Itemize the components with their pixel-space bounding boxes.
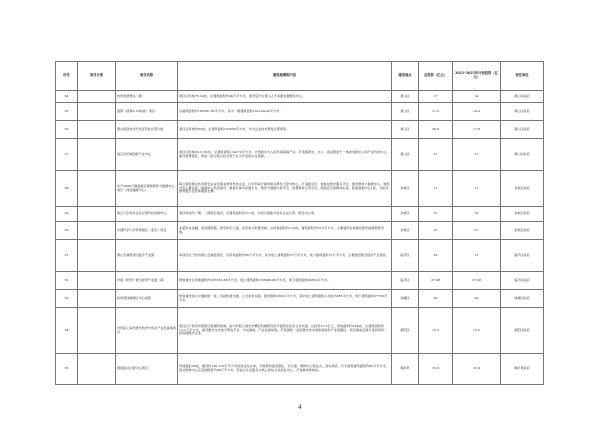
row-total-investment: 11.2 [419,103,453,121]
row-planned-investment: 13.5 [453,308,501,354]
row-total-investment: 27.98 [419,272,453,290]
row-category [78,240,116,272]
row-planned-investment: 16.9 [453,354,501,385]
header-no: 序号 [56,62,78,91]
row-project-name: 华产2000万基础数字智联教育大数据中心项目（西溪旅游中心） [116,171,178,207]
row-number: 31 [56,240,78,272]
row-planned-investment: 21 [453,139,501,171]
row-category [78,121,116,139]
row-location: 桐庐县 [392,354,419,385]
row-project-name: 中科院上海光机所杭州分所及产业化基地项目 [116,308,178,354]
row-total-investment: 20 [419,290,453,308]
row-location: 萧山区 [392,103,419,121]
row-number: 27 [56,139,78,171]
row-unit: 桐庐县政府 [501,354,544,385]
row-unit: 萧山区政府 [501,121,544,139]
row-location: 余杭区 [392,171,419,207]
header-category: 项目分类 [78,62,116,91]
row-unit: 萧山区政府 [501,91,544,103]
row-project-name: 萧山经济技术开发区科技总部大楼 [116,121,178,139]
table-row [56,121,544,139]
row-project-name: 浙江大学校友企业总部科技创新中心 [116,207,178,222]
row-category [78,91,116,103]
row-unit: 萧山区政府 [501,103,544,121]
row-category [78,308,116,354]
row-planned-investment: 14.2 [453,103,501,121]
row-total-investment: 11 [419,171,453,207]
project-table [55,61,544,385]
row-unit: 临平区政府 [501,272,544,290]
row-planned-investment: 13 [453,240,501,272]
row-total-investment: 23 [419,240,453,272]
row-scale: 规划建设综合交通枢纽一座，包括轨道交通、公交首末站等，建设面积93621平方米，其中地上建筑面积1-3层25885平方米，地下建筑面积67736平方米。 [178,290,392,308]
row-number: 25 [56,103,78,121]
row-number: 35 [56,354,78,385]
row-scale: 总建筑面积约186381.65平方米，其中一期建筑面积102144.92平方米。 [178,103,392,121]
row-location: 钱塘区 [392,290,419,308]
row-scale: 本项目位于杭州萧山空港经济区，总用地面积约45万平方米，其中地上建筑面积37万平方米，地下建筑面积13万平方米，主要建设数字经济产业园区。 [178,240,392,272]
row-unit: 余杭区政府 [501,222,544,240]
header-planned-investment: 2021-2025年计划投资（亿元） [453,62,501,91]
row-category [78,171,116,207]
row-location: 余杭区 [392,222,419,240]
row-project-name: 钱江世纪城创新产业中心 [116,139,178,171]
row-number: 24 [56,91,78,103]
row-scale: 项目总用地76.19亩，总建筑面积约46万平方米，建设后作为萧山人才家园发展孵化中心。 [178,91,392,103]
row-number: 30 [56,222,78,240]
table-row [56,207,544,222]
row-unit: 富阳区政府 [501,308,544,354]
table-row [56,308,544,354]
row-project-name: 杭州湾钱塘新区中心枢纽 [116,290,178,308]
table-header-row [56,62,544,91]
row-number: 26 [56,121,78,139]
table-row [56,91,544,103]
row-planned-investment: 27 [453,222,501,240]
table-row [56,222,544,240]
row-scale: 项目总用地23.1165亩，总建筑面积134176平方米，计划新华为入驻环保高端产业。打造集研发、办公、商业配套于一体的创新中心和产业科技中心，建设智慧园区，形成一批以新兴技术型产业为代表的企业集群。 [178,139,392,171]
row-unit: 萧山区政府 [501,139,544,171]
table-row [56,240,544,272]
row-planned-investment: 27.98 [453,272,501,290]
row-scale: 项目用地约一期，二期项目建设，总建筑面积约311亩，计划引进浙大校友企业总部、研发中心等。 [178,207,392,222]
header-total-investment: 总投资（亿元） [419,62,453,91]
row-number: 33 [56,290,78,308]
row-unit: 临平区政府 [501,240,544,272]
row-number: 32 [56,272,78,290]
row-location: 萧山区 [392,139,419,171]
header-location: 建设地点 [392,62,419,91]
row-number: 29 [56,207,78,222]
row-project-name: 杭州湾智慧谷二期 [116,91,178,103]
row-total-investment: 26.8 [419,121,453,139]
row-total-investment: 16.9 [419,354,453,385]
row-total-investment: 15.5 [419,308,453,354]
table-row [56,103,544,121]
row-planned-investment: 17.8 [453,121,501,139]
row-unit: 余杭区政府 [501,207,544,222]
table-row [56,272,544,290]
row-project-name: 萧山空港经济区数字产业园 [116,240,178,272]
row-scale: 项目总用地约83亩，总建筑面积183000平方米，作为企业技术研发总部使用。 [178,121,392,139]
row-category [78,207,116,222]
row-category [78,354,116,385]
row-location: 富阳区 [392,308,419,354]
row-category [78,103,116,121]
row-project-name: 中国科学大学科研园区（北区）项目 [116,222,178,240]
row-location: 余杭区 [392,207,419,222]
row-location: 临平区 [392,240,419,272]
row-category [78,139,116,171]
row-scale: 北起科技金融，南至国防路，西至和乐大道，东至电力附属设施。总用地面积约116亩，建筑面积约52万平方米，主要建设实验楼及教学楼等配套设施。 [178,222,392,240]
row-planned-investment: 11 [453,171,501,207]
row-scale: 项目位于杭州市富阳区银湖科技城，由中科院上海光学精密机械研究所与富阳区政府合作共建，总投资15.5亿元，用地面积约166亩，总建筑面积约12.5万平方米，建设激光与光电子研发平台、中试基地、产业化基地等，打造国际一流的激光技术创新高地和产业集聚区。项目建成后将引进和培育一批高端激光企业。 [178,308,392,354]
row-total-investment: 57 [419,207,453,222]
row-total-investment: 17 [419,91,453,103]
row-planned-investment: 20 [453,290,501,308]
page-number: 4 [298,404,302,411]
row-location: 萧山区 [392,121,419,139]
row-location: 萧山区 [392,91,419,103]
row-scale: 用地面积38亩，建设约140-150万平方米的商业综合体，分别规划建设酒店、写字楼、购物中心等业态，其中酒店、写字楼等建筑面积约80万平方米，商业购物中心及其他配套约60万平方米，形成以生活服务为核心的综合性商业中心，打造城市新地标。 [178,354,392,385]
row-category [78,272,116,290]
row-total-investment: 27 [419,222,453,240]
row-category [78,222,116,240]
row-scale: 规划建设总用地面积约263563.66平方米，地上建筑面积163998.66平方米，地下建筑面积99654平方米。 [178,272,392,290]
table-row [56,354,544,385]
row-project-name: 国通商业运营中心项目 [116,354,178,385]
row-project-name: 中国（杭州）数字经济产业园二期 [116,272,178,290]
row-number: 28 [56,171,78,207]
row-location: 临平区 [392,272,419,290]
row-scale: 联合省级相关技术研发企业及相关教育科技企业，以中科院计算所相关研发力量为核心，打造数字化、智能化教学服务平台，建设教育大数据中心。建设内容主要包括：数据中心机房建设、数据计算与存储平台、教育大数据分析平台、智慧教育应用平台、网络安全保障体系等，新建数据中心1座，为杭州教育数字化改革提供支撑。 [178,171,392,207]
table-row [56,171,544,207]
row-total-investment: 21 [419,139,453,171]
row-unit: 余杭区政府 [501,171,544,207]
row-unit: 钱塘区政府 [501,290,544,308]
row-planned-investment: 52 [453,207,501,222]
table-row [56,290,544,308]
table-row [56,139,544,171]
header-unit: 责任单位 [501,62,544,91]
row-project-name: 盈都（滨保2-15地块）项目 [116,103,178,121]
header-scale: 建设规模和内容 [178,62,392,91]
row-category [78,290,116,308]
header-name: 项目名称 [116,62,178,91]
row-planned-investment: 14 [453,91,501,103]
row-number: 34 [56,308,78,354]
